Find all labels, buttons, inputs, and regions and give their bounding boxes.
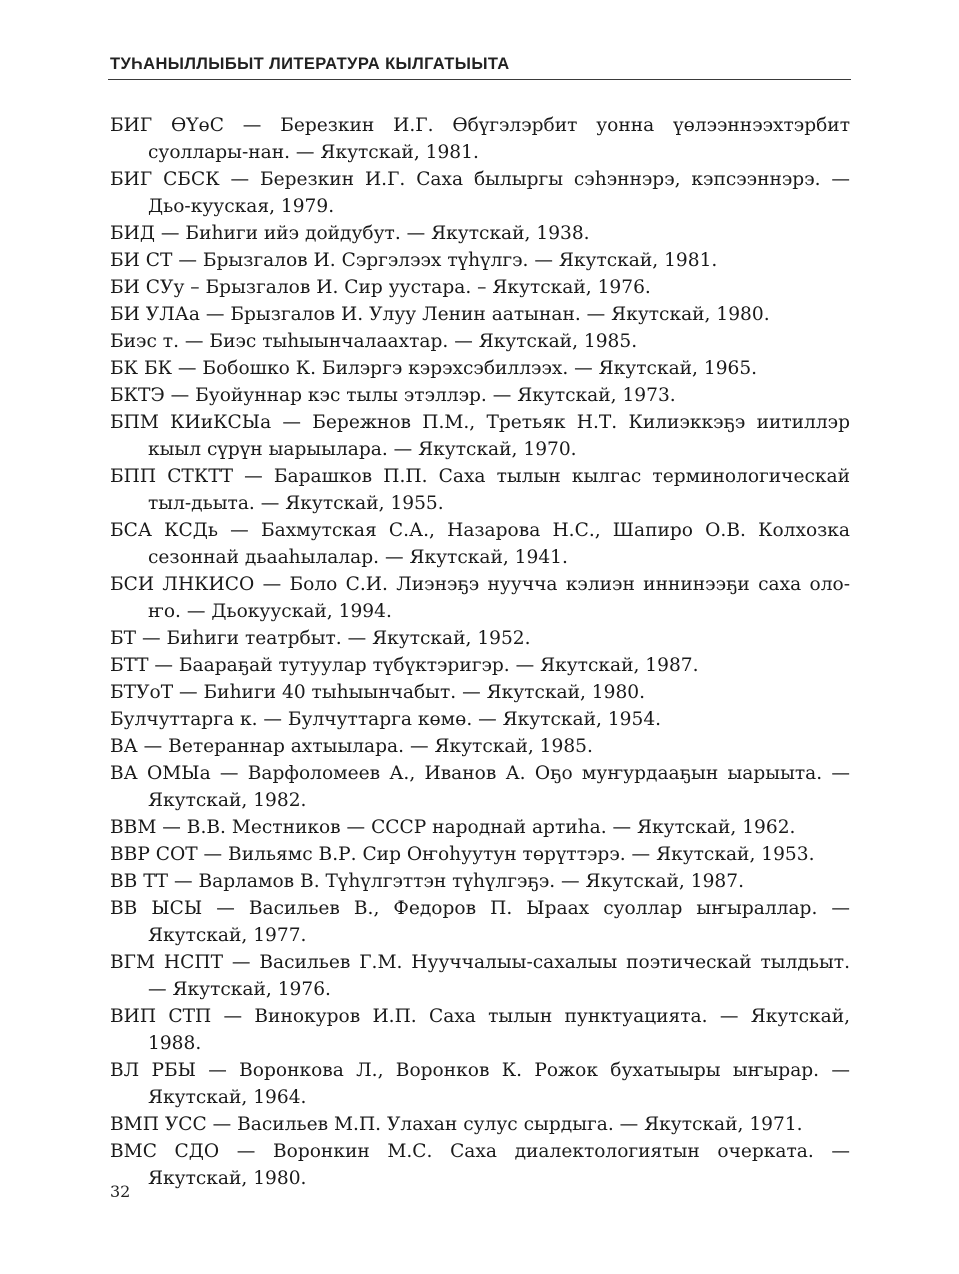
list-item: ВИП СТП — Винокуров И.П. Саха тылын пунктуацията. — Якутскай, 1988. <box>110 1006 850 1054</box>
list-item: БПП СТКТТ — Барашков П.П. Саха тылын кылгас терминологическай тыл-дьыта. — Якутскай, 1955. <box>110 466 850 514</box>
list-item: БПМ КИиКСЫа — Бережнов П.М., Третьяк Н.Т. Килиэккэҕэ иитиллэр кыыл сүрүн ыарыылара. — Якутскай, 1970. <box>110 412 850 460</box>
list-item: ВМП УСС — Васильев М.П. Улахан сулус сырдыга. — Якутскай, 1971. <box>110 1114 803 1135</box>
list-item: БТ — Биһиги театрбыт. — Якутскай, 1952. <box>110 628 531 649</box>
list-item: БИ УЛАа — Брызгалов И. Улуу Ленин аатынан. — Якутскай, 1980. <box>110 304 770 325</box>
list-item: БК БК — Бобошко К. Билэргэ кэрэхсэбиллээх. — Якутскай, 1965. <box>110 358 758 379</box>
list-item: Биэс т. — Биэс тыһыынчалаахтар. — Якутскай, 1985. <box>110 331 638 352</box>
list-item: ВВ ТТ — Варламов В. Түһүлгэттэн түһүлгэҕэ. — Якутскай, 1987. <box>110 871 744 892</box>
list-item: ВГМ НСПТ — Васильев Г.М. Нууччалыы-сахалыы поэтическай тылдьыт. — Якутскай, 1976. <box>110 952 850 1000</box>
list-item: БИГ СБСК — Березкин И.Г. Саха былыргы сэһэннэрэ, кэпсээннэрэ. — Дьо-кууская, 1979. <box>110 169 850 217</box>
list-item: БКТЭ — Буойуннар кэс тылы этэллэр. — Якутскай, 1973. <box>110 385 676 406</box>
list-item: ВА — Ветераннар ахтыылара. — Якутскай, 1985. <box>110 736 593 757</box>
list-item: Булчуттарга к. — Булчуттарга көмө. — Якутскай, 1954. <box>110 709 662 730</box>
list-item: БТТ — Баараҕай тутуулар түбүктэригэр. — Якутскай, 1987. <box>110 655 699 676</box>
list-item: БИГ ӨҮөС — Березкин И.Г. Өбүгэлэрбит уонна үөлээннээхтэрбит суоллары-нан. — Якутскай, 1981. <box>110 115 850 163</box>
list-item: ВА ОМЫа — Варфоломеев А., Иванов А. Оҕо муҥурдааҕын ыарыыта. — Якутскай, 1982. <box>110 763 850 811</box>
list-item: БТУоТ — Биһиги 40 тыһыынчабыт. — Якутскай, 1980. <box>110 682 646 703</box>
list-item: БСИ ЛНКИСО — Боло С.И. Лиэнэҕэ нуучча кэлиэн иннинээҕи саха оло-ҥо. — Дьокуускай, 1994. <box>110 574 850 622</box>
header-rule <box>108 79 851 80</box>
list-item: ВВМ — В.В. Местников — СССР народнай артиһа. — Якутскай, 1962. <box>110 817 796 838</box>
list-item: ВМС СДО — Воронкин М.С. Саха диалектологиятын очерката. — Якутскай, 1980. <box>110 1141 850 1189</box>
list-item: ВВР СОТ — Вильямс В.Р. Сир Оҥоһуутун төрүттэрэ. — Якутскай, 1953. <box>110 844 815 865</box>
list-item: БИД — Биһиги ийэ дойдубут. — Якутскай, 1938. <box>110 223 590 244</box>
list-item: БСА КСДь — Бахмутская С.А., Назарова Н.С., Шапиро О.В. Колхозка сезоннай дьааһылалар. — Якутскай, 1941. <box>110 520 850 568</box>
list-item: БИ СТ — Брызгалов И. Сэргэлээх түһүлгэ. — Якутскай, 1981. <box>110 250 718 271</box>
list-item: БИ СУу – Брызгалов И. Сир уустара. – Якутскай, 1976. <box>110 277 651 298</box>
list-item: ВЛ РБЫ — Воронкова Л., Воронков К. Рожок бухатыыры ыҥырар. — Якутскай, 1964. <box>110 1060 850 1108</box>
page-number: 32 <box>110 1182 131 1201</box>
running-header: ТУҺАНЫЛЛЫБЫТ ЛИТЕРАТУРА КЫЛГАТЫЫТА <box>110 55 510 73</box>
abbreviation-list <box>110 112 850 1192</box>
list-item: ВВ ЫСЫ — Васильев В., Федоров П. Ыраах суоллар ыҥыраллар. — Якутскай, 1977. <box>110 898 850 946</box>
